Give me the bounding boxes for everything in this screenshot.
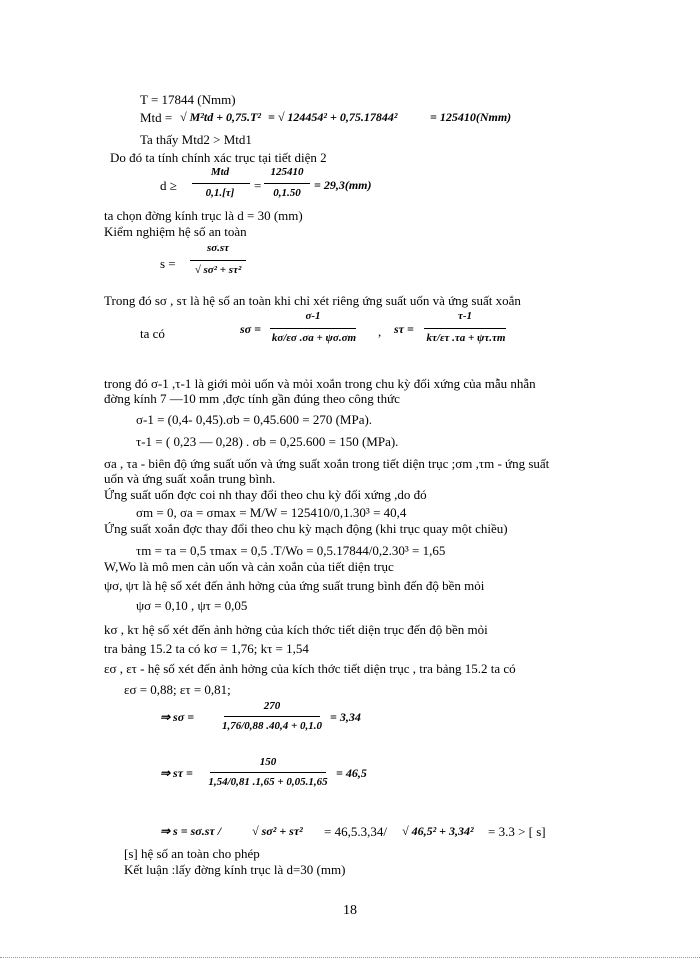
- formula: kσ/εσ .σa + ψσ.σm: [271, 332, 357, 344]
- text-line: Ta thấy Mtd2 > Mtd1: [140, 132, 252, 147]
- formula: 0,1.[τ]: [205, 187, 235, 199]
- formula: 0,1.50: [273, 187, 301, 199]
- text-line: Mtd =: [140, 110, 173, 125]
- page-divider: [0, 957, 700, 958]
- text-line: Trong đó sσ , sτ là hệ số an toàn khi chỉ xét riêng ứng suất uốn và ứng suất xoắn: [104, 293, 521, 308]
- text-line: trong đó σ-1 ,τ-1 là giới mỏi uốn và mỏi xoắn trong chu kỳ đối xứng của mẫu nhẵn: [104, 376, 536, 391]
- formula: √ sσ² + sτ²: [252, 824, 303, 838]
- text-line: Ứng suất uốn đợc coi nh thay đổi theo chu kỳ đối xứng ,do đó: [104, 487, 427, 502]
- text-line: Kiểm nghiệm hệ số an toàn: [104, 224, 247, 239]
- formula: ⇒ sσ =: [160, 710, 195, 724]
- text-line: =: [254, 178, 262, 193]
- text-line: uốn và ứng suất xoắn trung bình.: [104, 471, 276, 486]
- text-line: kσ , kτ hệ số xét đến ảnh hởng của kích thớc tiết diện trục đến độ bền mỏi: [104, 622, 488, 637]
- formula: √ M²td + 0,75.T²: [180, 110, 261, 124]
- text-line: ta chọn đờng kính trục là d = 30 (mm): [104, 208, 303, 223]
- formula: √ 46,5² + 3,34²: [402, 824, 474, 838]
- formula: Mtd: [210, 166, 230, 178]
- text-line: ta có: [140, 326, 165, 341]
- text-line: τ-1 = ( 0,23 — 0,28) . σb = 0,25.600 = 150 (MPa).: [136, 434, 399, 449]
- formula: 1,54/0,81 .1,65 + 0,05.1,65: [208, 776, 328, 788]
- text-line: W,Wo là mô men cản uốn và cản xoắn của tiết diện trục: [104, 559, 394, 574]
- text-line: ψσ, ψτ là hệ số xét đến ảnh hởng của ứng suất trung bình đến độ bền mỏi: [104, 578, 485, 593]
- text-line: đờng kính 7 —10 mm ,đợc tính gần đúng theo công thức: [104, 391, 400, 406]
- formula: 125410: [270, 166, 304, 178]
- fraction-bar: [210, 772, 326, 773]
- formula: kτ/ετ .τa + ψτ.τm: [426, 332, 506, 344]
- text-line: ,: [378, 324, 382, 339]
- formula: 1,76/0,88 .40,4 + 0,1.0: [221, 720, 323, 732]
- formula: = 125410(Nmm): [430, 110, 512, 124]
- text-line: Kết luận :lấy đờng kính trục là d=30 (mm): [124, 862, 346, 877]
- fraction-bar: [190, 260, 246, 261]
- fraction-bar: [270, 328, 356, 329]
- text-line: d ≥: [160, 178, 177, 193]
- text-line: [s] hệ số an toàn cho phép: [124, 846, 260, 861]
- formula: ⇒ sτ =: [160, 766, 193, 780]
- text-line: σ-1 = (0,4- 0,45).σb = 0,45.600 = 270 (MPa).: [136, 412, 373, 427]
- text-line: σa , τa - biên độ ứng suất uốn và ứng suất xoắn trong tiết diện trục ;σm ,τm - ứng suất: [104, 456, 550, 471]
- text-line: = 3.3 > [ s]: [488, 824, 546, 839]
- formula: 270: [263, 700, 281, 712]
- formula: σ-1: [305, 310, 321, 322]
- formula: = 3,34: [330, 710, 361, 724]
- text-line: ψσ = 0,10 , ψτ = 0,05: [136, 598, 248, 613]
- formula: sσ =: [240, 322, 261, 336]
- formula: = 29,3(mm): [314, 178, 372, 192]
- text-line: εσ = 0,88; ετ = 0,81;: [124, 682, 231, 697]
- fraction-bar: [264, 183, 310, 184]
- text-line: Do đó ta tính chính xác trục tại tiết diện 2: [110, 150, 327, 165]
- fraction-bar: [424, 328, 506, 329]
- text-line: tra bảng 15.2 ta có kσ = 1,76; kτ = 1,54: [104, 641, 309, 656]
- fraction-bar: [224, 716, 320, 717]
- formula: = √ 124454² + 0,75.17844²: [268, 110, 398, 124]
- formula: ⇒ s = sσ.sτ /: [160, 824, 222, 838]
- formula: √ sσ² + sτ²: [194, 264, 242, 276]
- formula: 150: [259, 756, 277, 768]
- fraction-bar: [192, 183, 250, 184]
- text-line: T = 17844 (Nmm): [140, 92, 236, 107]
- formula: = 46,5: [336, 766, 367, 780]
- page-number: 18: [343, 903, 357, 918]
- formula: τ-1: [457, 310, 473, 322]
- formula: sσ.sτ: [206, 242, 230, 254]
- formula: sτ =: [394, 322, 414, 336]
- text-line: σm = 0, σa = σmax = M/W = 125410/0,1.30³ = 40,4: [136, 505, 407, 520]
- text-line: = 46,5.3,34/: [324, 824, 387, 839]
- text-line: Ứng suất xoắn đợc thay đổi theo chu kỳ mạch động (khi trục quay một chiều): [104, 521, 508, 536]
- text-line: s =: [160, 256, 176, 271]
- text-line: τm = τa = 0,5 τmax = 0,5 .T/Wo = 0,5.17844/0,2.30³ = 1,65: [136, 543, 446, 558]
- text-line: εσ , ετ - hệ số xét đến ảnh hởng của kích thớc tiết diện trục , tra bảng 15.2 ta có: [104, 661, 516, 676]
